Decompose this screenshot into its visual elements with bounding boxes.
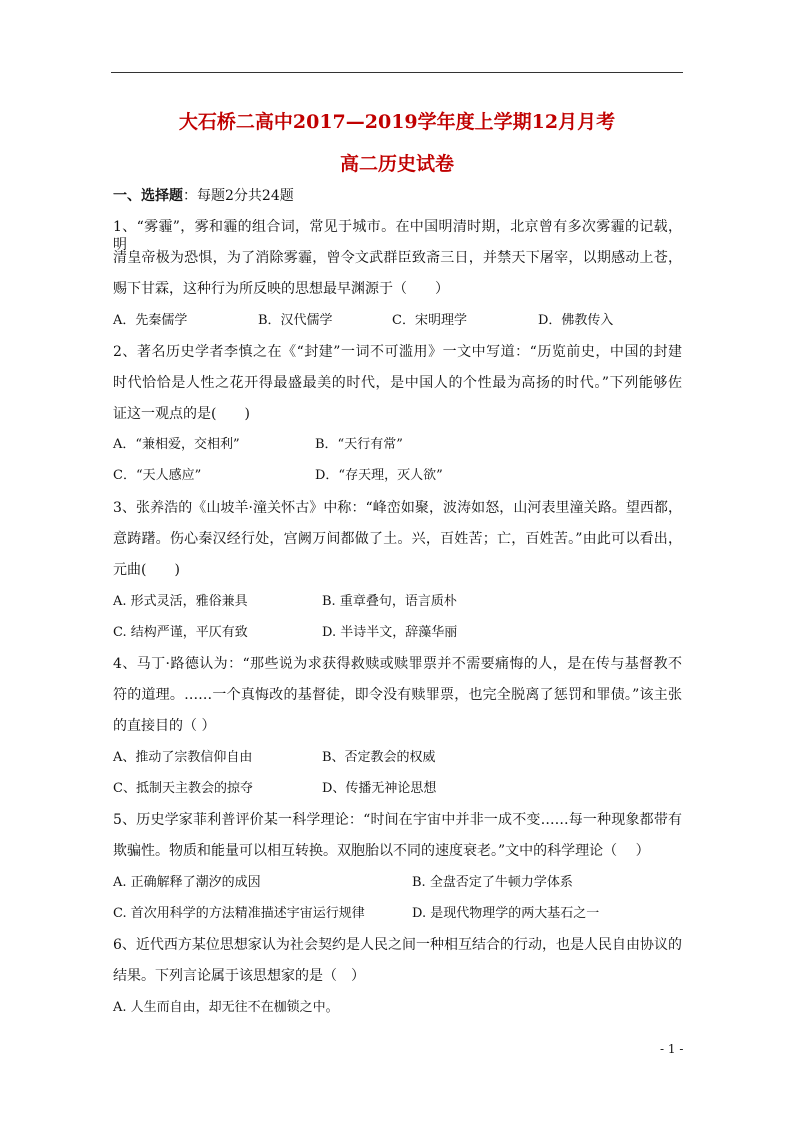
q4-option-c: C、抵制天主教会的掠夺 [113, 781, 253, 796]
q5-option-b: B. 全盘否定了牛顿力学体系 [412, 875, 573, 890]
q3-option-b: B. 重章叠句，语言质朴 [322, 594, 457, 609]
q2-option-c: C．“天人感应” [113, 468, 202, 483]
q2-option-d: D．“存天理，灭人欲” [315, 468, 443, 483]
q2-line-3: 证这一观点的是( ) [113, 406, 250, 422]
section-heading-desc: ：每题2分共24题 [183, 188, 294, 204]
q3-option-a: A. 形式灵活，雅俗兼具 [113, 594, 248, 609]
q3-option-d: D. 半诗半文，辞藻华丽 [322, 625, 458, 640]
q1-line-2: 清皇帝极为恐惧，为了消除雾霾，曾令文武群臣致斋三日，并禁天下屠宰，以期感动上苍， [113, 250, 682, 266]
q1-option-d: D．佛教传入 [538, 313, 614, 328]
q4-line-2: 符的道理。……一个真悔改的基督徒，即令没有赎罪票，也完全脱离了惩罚和罪债。”该主张 [113, 687, 682, 703]
q1-option-c: C．宋明理学 [392, 313, 467, 328]
q3-line-3: 元曲( ) [113, 562, 180, 578]
section-heading [113, 187, 294, 205]
q1-option-b: B．汉代儒学 [258, 313, 333, 328]
q3-line-2: 意踌躇。伤心秦汉经行处，宫阙万间都做了土。兴，百姓苦；亡，百姓苦。”由此可以看出， [113, 531, 682, 547]
q6-line-1: 6、近代西方某位思想家认为社会契约是人民之间一种相互结合的行动，也是人民自由协议的 [113, 937, 682, 953]
page-subtitle: 高二历史试卷 [339, 153, 454, 175]
q4-option-d: D、传播无神论思想 [322, 781, 437, 796]
q2-line-2: 时代恰恰是人性之花开得最盛最美的时代，是中国人的个性最为高扬的时代。”下列能够佐 [113, 375, 682, 391]
q3-line-1: 3、张养浩的《山坡羊·潼关怀古》中称：“峰峦如聚，波涛如怒，山河表里潼关路。望西都， [113, 500, 682, 516]
q6-option-a: A. 人生而自由，却无往不在枷锁之中。 [113, 1000, 339, 1015]
q1-line-3: 赐下甘霖，这种行为所反映的思想最早渊源于（ ） [113, 281, 449, 297]
page-title: 大石桥二高中2017—2019学年度上学期12月月考 [178, 111, 616, 133]
q1-line-1: 1、“雾霾”，雾和霾的组合词，常见于城市。在中国明清时期，北京曾有多次雾霾的记载，明 [113, 219, 682, 253]
header-rule [111, 72, 683, 73]
q4-line-3: 的直接目的（ ） [113, 718, 216, 734]
q5-line-1: 5、历史学家菲利普评价某一科学理论：“时间在宇宙中并非一成不变……每一种现象都带有 [113, 812, 682, 828]
q2-line-1: 2、著名历史学者李慎之在《“封建”一词不可滥用》一文中写道：“历览前史，中国的封建 [113, 344, 682, 360]
q4-option-a: A、推动了宗教信仰自由 [113, 750, 253, 765]
q2-option-b: B．“天行有常” [315, 437, 403, 452]
q1-option-a: A．先秦儒学 [113, 313, 188, 328]
q2-option-a: A．“兼相爱，交相利” [113, 437, 240, 452]
q5-line-2: 欺骗性。物质和能量可以相互转换。双胞胎以不同的速度衰老。”文中的科学理论（ ） [113, 843, 650, 859]
q3-option-c: C. 结构严谨，平仄有致 [113, 625, 248, 640]
q5-option-d: D. 是现代物理学的两大基石之一 [412, 906, 600, 921]
q4-option-b: B、否定教会的权威 [322, 750, 436, 765]
q5-option-c: C. 首次用科学的方法精准描述宇宙运行规律 [113, 906, 365, 921]
q5-option-a: A. 正确解释了潮汐的成因 [113, 875, 261, 890]
q4-line-1: 4、马丁·路德认为：“那些说为求获得救赎或赎罪票并不需要痛悔的人，是在传与基督教不 [113, 656, 682, 672]
q6-line-2: 结果。下列言论属于该思想家的是（ ） [113, 968, 365, 984]
section-heading-label: 一、选择题 [113, 188, 183, 204]
page-number: - 1 - [660, 1042, 684, 1056]
